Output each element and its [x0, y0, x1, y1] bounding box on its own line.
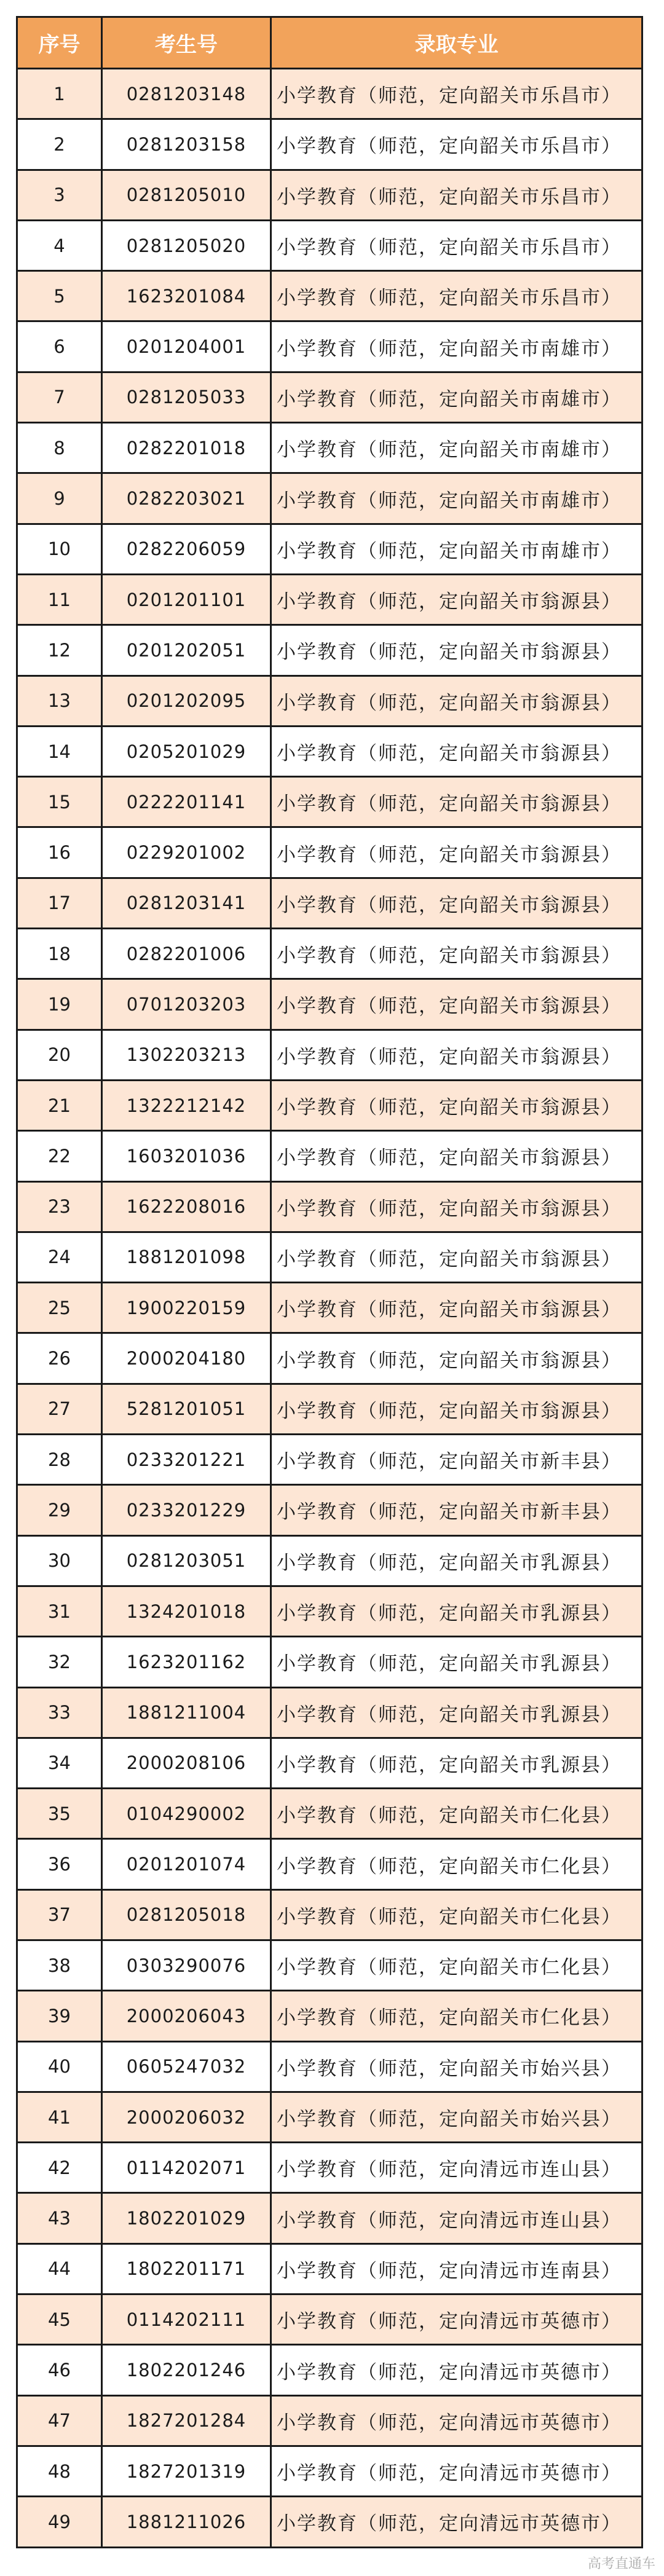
table-row [17, 372, 642, 422]
watermark-text: 高考直通车 [587, 2556, 655, 2572]
cell-admitted-major: 小学教育（师范，定向韶关市新丰县） [271, 1435, 642, 1485]
cell-candidate-number: 0114202111 [102, 2294, 271, 2345]
table-row [17, 1181, 642, 1232]
cell-serial-number: 48 [17, 2446, 102, 2496]
cell-admitted-major: 小学教育（师范，定向韶关市仁化县） [271, 1889, 642, 1940]
table-row [17, 1333, 642, 1384]
cell-serial-number: 18 [17, 929, 102, 979]
cell-candidate-number: 1802201171 [102, 2243, 271, 2294]
cell-candidate-number: 1900220159 [102, 1283, 271, 1333]
table-row [17, 1283, 642, 1333]
table-row [17, 524, 642, 574]
cell-admitted-major: 小学教育（师范，定向清远市连山县） [271, 2193, 642, 2243]
cell-admitted-major: 小学教育（师范，定向韶关市乐昌市） [271, 69, 642, 119]
table-row [17, 2092, 642, 2142]
cell-admitted-major: 小学教育（师范，定向韶关市乐昌市） [271, 271, 642, 321]
cell-serial-number: 32 [17, 1637, 102, 1687]
cell-candidate-number: 0605247032 [102, 2041, 271, 2092]
cell-candidate-number: 1623201162 [102, 1637, 271, 1687]
table-row [17, 726, 642, 776]
cell-admitted-major: 小学教育（师范，定向韶关市乐昌市） [271, 170, 642, 220]
cell-candidate-number: 1827201284 [102, 2395, 271, 2446]
table-row [17, 271, 642, 321]
cell-admitted-major: 小学教育（师范，定向韶关市翁源县） [271, 827, 642, 878]
cell-serial-number: 31 [17, 1586, 102, 1636]
cell-candidate-number: 1302203213 [102, 1030, 271, 1080]
cell-admitted-major: 小学教育（师范，定向韶关市翁源县） [271, 574, 642, 624]
cell-admitted-major: 小学教育（师范，定向韶关市乳源县） [271, 1738, 642, 1788]
cell-candidate-number: 0282201006 [102, 929, 271, 979]
cell-candidate-number: 0281205033 [102, 372, 271, 422]
cell-admitted-major: 小学教育（师范，定向韶关市乳源县） [271, 1637, 642, 1687]
table-row [17, 574, 642, 624]
cell-serial-number: 34 [17, 1738, 102, 1788]
cell-admitted-major: 小学教育（师范，定向韶关市乳源县） [271, 1586, 642, 1636]
cell-admitted-major: 小学教育（师范，定向清远市连南县） [271, 2243, 642, 2294]
cell-serial-number: 43 [17, 2193, 102, 2243]
cell-admitted-major: 小学教育（师范，定向韶关市翁源县） [271, 1030, 642, 1080]
header-admitted-major: 录取专业 [271, 17, 642, 69]
table-row [17, 2041, 642, 2092]
table-row [17, 2143, 642, 2193]
cell-candidate-number: 0282206059 [102, 524, 271, 574]
table-row [17, 979, 642, 1030]
cell-admitted-major: 小学教育（师范，定向韶关市翁源县） [271, 1384, 642, 1434]
cell-serial-number: 29 [17, 1485, 102, 1535]
table-row [17, 1030, 642, 1080]
cell-candidate-number: 0229201002 [102, 827, 271, 878]
cell-candidate-number: 1622208016 [102, 1181, 271, 1232]
table-row [17, 1637, 642, 1687]
cell-candidate-number: 0281203051 [102, 1535, 271, 1586]
table-row [17, 2497, 642, 2547]
cell-serial-number: 1 [17, 69, 102, 119]
table-row [17, 170, 642, 220]
cell-serial-number: 2 [17, 119, 102, 170]
cell-admitted-major: 小学教育（师范，定向韶关市翁源县） [271, 1181, 642, 1232]
header-candidate-number: 考生号 [102, 17, 271, 69]
table-row [17, 1687, 642, 1738]
cell-serial-number: 8 [17, 423, 102, 473]
table-row [17, 2243, 642, 2294]
cell-serial-number: 28 [17, 1435, 102, 1485]
cell-candidate-number: 2000204180 [102, 1333, 271, 1384]
cell-serial-number: 15 [17, 777, 102, 827]
cell-serial-number: 14 [17, 726, 102, 776]
cell-serial-number: 41 [17, 2092, 102, 2142]
cell-admitted-major: 小学教育（师范，定向韶关市仁化县） [271, 1991, 642, 2041]
cell-serial-number: 23 [17, 1181, 102, 1232]
admission-table [16, 16, 643, 2548]
cell-serial-number: 17 [17, 878, 102, 928]
cell-admitted-major: 小学教育（师范，定向清远市连山县） [271, 2143, 642, 2193]
cell-admitted-major: 小学教育（师范，定向韶关市南雄市） [271, 524, 642, 574]
cell-serial-number: 3 [17, 170, 102, 220]
cell-candidate-number: 1802201029 [102, 2193, 271, 2243]
cell-admitted-major: 小学教育（师范，定向韶关市翁源县） [271, 726, 642, 776]
cell-candidate-number: 0281205010 [102, 170, 271, 220]
cell-candidate-number: 0281205020 [102, 220, 271, 270]
table-row [17, 625, 642, 676]
table-row [17, 878, 642, 928]
cell-candidate-number: 0233201221 [102, 1435, 271, 1485]
table-header [17, 17, 642, 69]
cell-serial-number: 12 [17, 625, 102, 676]
cell-candidate-number: 2000206032 [102, 2092, 271, 2142]
cell-admitted-major: 小学教育（师范，定向韶关市仁化县） [271, 1789, 642, 1839]
cell-serial-number: 22 [17, 1131, 102, 1181]
table-row [17, 1738, 642, 1788]
cell-admitted-major: 小学教育（师范，定向韶关市新丰县） [271, 1485, 642, 1535]
table-row [17, 1789, 642, 1839]
cell-serial-number: 6 [17, 321, 102, 372]
cell-admitted-major: 小学教育（师范，定向韶关市翁源县） [271, 1283, 642, 1333]
cell-admitted-major: 小学教育（师范，定向韶关市翁源县） [271, 1232, 642, 1282]
cell-serial-number: 16 [17, 827, 102, 878]
cell-serial-number: 10 [17, 524, 102, 574]
cell-candidate-number: 0303290076 [102, 1940, 271, 1990]
cell-candidate-number: 0222201141 [102, 777, 271, 827]
table-row [17, 777, 642, 827]
cell-candidate-number: 0114202071 [102, 2143, 271, 2193]
cell-admitted-major: 小学教育（师范，定向韶关市仁化县） [271, 1839, 642, 1889]
cell-serial-number: 42 [17, 2143, 102, 2193]
cell-serial-number: 7 [17, 372, 102, 422]
cell-candidate-number: 1881211004 [102, 1687, 271, 1738]
table-row [17, 1080, 642, 1130]
cell-serial-number: 46 [17, 2345, 102, 2395]
table-row [17, 2446, 642, 2496]
cell-admitted-major: 小学教育（师范，定向清远市英德市） [271, 2395, 642, 2446]
cell-serial-number: 35 [17, 1789, 102, 1839]
cell-serial-number: 27 [17, 1384, 102, 1434]
table-row [17, 2294, 642, 2345]
cell-serial-number: 26 [17, 1333, 102, 1384]
cell-admitted-major: 小学教育（师范，定向韶关市翁源县） [271, 929, 642, 979]
cell-candidate-number: 2000208106 [102, 1738, 271, 1788]
cell-candidate-number: 1827201319 [102, 2446, 271, 2496]
cell-candidate-number: 0282201018 [102, 423, 271, 473]
cell-admitted-major: 小学教育（师范，定向韶关市始兴县） [271, 2041, 642, 2092]
cell-admitted-major: 小学教育（师范，定向韶关市翁源县） [271, 1131, 642, 1181]
cell-admitted-major: 小学教育（师范，定向韶关市乐昌市） [271, 220, 642, 270]
table-row [17, 2193, 642, 2243]
cell-serial-number: 33 [17, 1687, 102, 1738]
cell-admitted-major: 小学教育（师范，定向韶关市乐昌市） [271, 119, 642, 170]
cell-serial-number: 49 [17, 2497, 102, 2547]
cell-admitted-major: 小学教育（师范，定向韶关市翁源县） [271, 979, 642, 1030]
cell-admitted-major: 小学教育（师范，定向韶关市南雄市） [271, 321, 642, 372]
table-row [17, 1940, 642, 1990]
cell-serial-number: 24 [17, 1232, 102, 1282]
cell-admitted-major: 小学教育（师范，定向韶关市乳源县） [271, 1687, 642, 1738]
cell-serial-number: 19 [17, 979, 102, 1030]
cell-serial-number: 13 [17, 676, 102, 726]
table-row [17, 2345, 642, 2395]
cell-candidate-number: 1881201098 [102, 1232, 271, 1282]
cell-candidate-number: 0201201101 [102, 574, 271, 624]
table-row [17, 1991, 642, 2041]
cell-candidate-number: 0201204001 [102, 321, 271, 372]
table-body [17, 69, 642, 2548]
cell-serial-number: 30 [17, 1535, 102, 1586]
cell-candidate-number: 0201202095 [102, 676, 271, 726]
cell-serial-number: 25 [17, 1283, 102, 1333]
cell-serial-number: 36 [17, 1839, 102, 1889]
cell-serial-number: 45 [17, 2294, 102, 2345]
table-row [17, 119, 642, 170]
cell-admitted-major: 小学教育（师范，定向清远市英德市） [271, 2294, 642, 2345]
cell-candidate-number: 0201202051 [102, 625, 271, 676]
cell-admitted-major: 小学教育（师范，定向韶关市翁源县） [271, 777, 642, 827]
table-row [17, 827, 642, 878]
cell-admitted-major: 小学教育（师范，定向韶关市乳源县） [271, 1535, 642, 1586]
cell-serial-number: 37 [17, 1889, 102, 1940]
cell-candidate-number: 0233201229 [102, 1485, 271, 1535]
cell-candidate-number: 1623201084 [102, 271, 271, 321]
cell-candidate-number: 0281205018 [102, 1889, 271, 1940]
header-row [17, 17, 642, 69]
cell-admitted-major: 小学教育（师范，定向韶关市南雄市） [271, 423, 642, 473]
cell-candidate-number: 0104290002 [102, 1789, 271, 1839]
table-row [17, 473, 642, 524]
cell-serial-number: 40 [17, 2041, 102, 2092]
table-row [17, 676, 642, 726]
cell-serial-number: 20 [17, 1030, 102, 1080]
table-row [17, 1485, 642, 1535]
table-row [17, 1232, 642, 1282]
cell-serial-number: 4 [17, 220, 102, 270]
cell-candidate-number: 1322212142 [102, 1080, 271, 1130]
cell-candidate-number: 1881211026 [102, 2497, 271, 2547]
cell-serial-number: 47 [17, 2395, 102, 2446]
cell-admitted-major: 小学教育（师范，定向韶关市仁化县） [271, 1940, 642, 1990]
cell-serial-number: 38 [17, 1940, 102, 1990]
cell-admitted-major: 小学教育（师范，定向韶关市南雄市） [271, 372, 642, 422]
cell-candidate-number: 2000206043 [102, 1991, 271, 2041]
cell-candidate-number: 0282203021 [102, 473, 271, 524]
cell-serial-number: 21 [17, 1080, 102, 1130]
table-row [17, 929, 642, 979]
cell-candidate-number: 1802201246 [102, 2345, 271, 2395]
table-row [17, 220, 642, 270]
cell-admitted-major: 小学教育（师范，定向韶关市始兴县） [271, 2092, 642, 2142]
cell-serial-number: 5 [17, 271, 102, 321]
table-row [17, 1384, 642, 1434]
table-row [17, 423, 642, 473]
cell-candidate-number: 0201201074 [102, 1839, 271, 1889]
table-row [17, 1839, 642, 1889]
cell-candidate-number: 0281203148 [102, 69, 271, 119]
table-row [17, 2395, 642, 2446]
cell-candidate-number: 0281203158 [102, 119, 271, 170]
cell-candidate-number: 1324201018 [102, 1586, 271, 1636]
cell-candidate-number: 0281203141 [102, 878, 271, 928]
table-row [17, 321, 642, 372]
cell-admitted-major: 小学教育（师范，定向清远市英德市） [271, 2446, 642, 2496]
cell-admitted-major: 小学教育（师范，定向韶关市翁源县） [271, 625, 642, 676]
cell-admitted-major: 小学教育（师范，定向韶关市翁源县） [271, 676, 642, 726]
cell-serial-number: 11 [17, 574, 102, 624]
cell-candidate-number: 0205201029 [102, 726, 271, 776]
table-row [17, 1131, 642, 1181]
table-row [17, 1889, 642, 1940]
cell-serial-number: 44 [17, 2243, 102, 2294]
cell-admitted-major: 小学教育（师范，定向韶关市翁源县） [271, 1080, 642, 1130]
cell-candidate-number: 5281201051 [102, 1384, 271, 1434]
cell-admitted-major: 小学教育（师范，定向韶关市南雄市） [271, 473, 642, 524]
cell-candidate-number: 0701203203 [102, 979, 271, 1030]
cell-admitted-major: 小学教育（师范，定向韶关市翁源县） [271, 878, 642, 928]
cell-admitted-major: 小学教育（师范，定向清远市英德市） [271, 2345, 642, 2395]
cell-serial-number: 39 [17, 1991, 102, 2041]
table-row [17, 1535, 642, 1586]
header-serial-number: 序号 [17, 17, 102, 69]
cell-admitted-major: 小学教育（师范，定向韶关市翁源县） [271, 1333, 642, 1384]
table-row [17, 1435, 642, 1485]
table-row [17, 69, 642, 119]
table-row [17, 1586, 642, 1636]
cell-serial-number: 9 [17, 473, 102, 524]
cell-admitted-major: 小学教育（师范，定向清远市英德市） [271, 2497, 642, 2547]
cell-candidate-number: 1603201036 [102, 1131, 271, 1181]
